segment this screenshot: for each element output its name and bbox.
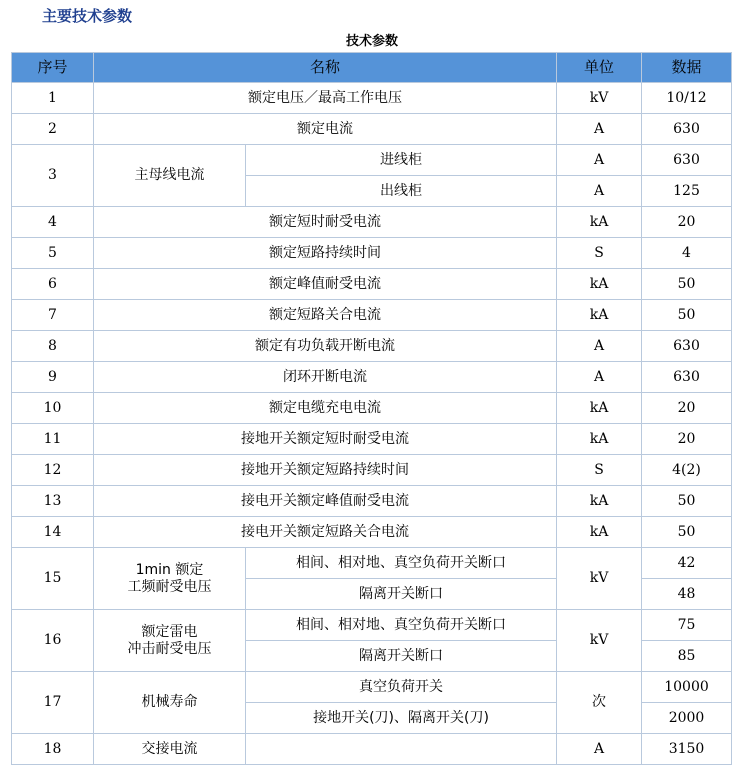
row-subname: 相间、相对地、真空负荷开关断口 — [246, 548, 557, 579]
row-value: 50 — [642, 486, 732, 517]
row-index: 15 — [12, 548, 94, 610]
table-row — [12, 455, 732, 486]
row-unit: kA — [557, 486, 642, 517]
row-value: 630 — [642, 114, 732, 145]
row-name: 接地开关额定短时耐受电流 — [94, 424, 557, 455]
row-subname: 进线柜 — [246, 145, 557, 176]
row-value: 3150 — [642, 734, 732, 765]
table-row — [12, 548, 732, 579]
row-index: 14 — [12, 517, 94, 548]
row-index: 7 — [12, 300, 94, 331]
row-value: 48 — [642, 579, 732, 610]
row-index: 12 — [12, 455, 94, 486]
row-value: 20 — [642, 207, 732, 238]
table-row — [12, 300, 732, 331]
table-row — [12, 83, 732, 114]
row-name: 额定峰值耐受电流 — [94, 269, 557, 300]
table-row — [12, 672, 732, 703]
row-value: 50 — [642, 517, 732, 548]
row-subname: 隔离开关断口 — [246, 579, 557, 610]
row-name-line: 额定雷电 — [141, 623, 198, 640]
row-unit: kA — [557, 300, 642, 331]
row-index: 4 — [12, 207, 94, 238]
row-unit: S — [557, 238, 642, 269]
row-unit: kA — [557, 393, 642, 424]
table-row — [12, 269, 732, 300]
section-title: 主要技术参数 — [42, 7, 133, 25]
row-index: 11 — [12, 424, 94, 455]
row-index: 17 — [12, 672, 94, 734]
header-name: 名称 — [94, 53, 557, 83]
table-row — [12, 238, 732, 269]
table-row — [12, 486, 732, 517]
row-subname: 真空负荷开关 — [246, 672, 557, 703]
row-index: 6 — [12, 269, 94, 300]
row-subname: 出线柜 — [246, 176, 557, 207]
row-value: 10000 — [642, 672, 732, 703]
row-unit: 次 — [557, 672, 642, 734]
table-row — [12, 393, 732, 424]
row-name-line: 冲击耐受电压 — [127, 640, 212, 657]
table-row — [12, 734, 732, 765]
row-index: 2 — [12, 114, 94, 145]
row-value: 4 — [642, 238, 732, 269]
row-name — [94, 548, 246, 610]
table-row — [12, 517, 732, 548]
row-name: 额定短时耐受电流 — [94, 207, 557, 238]
table-row — [12, 331, 732, 362]
row-subname: 隔离开关断口 — [246, 641, 557, 672]
row-value: 50 — [642, 300, 732, 331]
row-name: 接地开关额定短路持续时间 — [94, 455, 557, 486]
row-name: 额定短路持续时间 — [94, 238, 557, 269]
row-index: 16 — [12, 610, 94, 672]
row-value: 630 — [642, 145, 732, 176]
row-value: 630 — [642, 362, 732, 393]
row-unit: kA — [557, 517, 642, 548]
row-index: 10 — [12, 393, 94, 424]
row-index: 3 — [12, 145, 94, 207]
row-name: 接电开关额定峰值耐受电流 — [94, 486, 557, 517]
row-value: 125 — [642, 176, 732, 207]
row-unit: A — [557, 362, 642, 393]
row-name: 额定电缆充电电流 — [94, 393, 557, 424]
row-subname: 接地开关(刀)、隔离开关(刀) — [246, 703, 557, 734]
row-index: 18 — [12, 734, 94, 765]
row-unit: kV — [557, 610, 642, 672]
row-name-line: 工频耐受电压 — [127, 578, 212, 595]
table-row — [12, 145, 732, 176]
row-name-line: 1min 额定 — [135, 561, 204, 578]
table-row — [12, 610, 732, 641]
row-unit: A — [557, 176, 642, 207]
row-name: 交接电流 — [94, 734, 246, 765]
row-unit: A — [557, 145, 642, 176]
row-subname: 相间、相对地、真空负荷开关断口 — [246, 610, 557, 641]
row-name: 主母线电流 — [94, 145, 246, 207]
row-value: 4(2) — [642, 455, 732, 486]
table-row — [12, 114, 732, 145]
spec-table — [11, 52, 732, 765]
row-subname — [246, 734, 557, 765]
table-row — [12, 207, 732, 238]
row-unit: A — [557, 734, 642, 765]
row-value: 20 — [642, 424, 732, 455]
row-name: 额定电流 — [94, 114, 557, 145]
row-unit: kV — [557, 548, 642, 610]
row-index: 8 — [12, 331, 94, 362]
row-unit: A — [557, 114, 642, 145]
row-name: 闭环开断电流 — [94, 362, 557, 393]
row-name: 机械寿命 — [94, 672, 246, 734]
row-value: 42 — [642, 548, 732, 579]
row-name: 额定短路关合电流 — [94, 300, 557, 331]
row-unit: kA — [557, 269, 642, 300]
row-value: 630 — [642, 331, 732, 362]
table-row — [12, 424, 732, 455]
row-value: 20 — [642, 393, 732, 424]
row-value: 2000 — [642, 703, 732, 734]
row-name: 额定电压／最高工作电压 — [94, 83, 557, 114]
row-name: 额定有功负载开断电流 — [94, 331, 557, 362]
row-unit: kA — [557, 207, 642, 238]
row-name: 接电开关额定短路关合电流 — [94, 517, 557, 548]
row-value: 75 — [642, 610, 732, 641]
row-unit: kV — [557, 83, 642, 114]
row-unit: A — [557, 331, 642, 362]
row-value: 85 — [642, 641, 732, 672]
row-index: 5 — [12, 238, 94, 269]
row-index: 1 — [12, 83, 94, 114]
table-caption: 技术参数 — [345, 34, 398, 49]
row-unit: kA — [557, 424, 642, 455]
table-row — [12, 362, 732, 393]
row-unit: S — [557, 455, 642, 486]
row-name — [94, 610, 246, 672]
header-unit: 单位 — [557, 53, 642, 83]
table-header-row — [12, 53, 732, 83]
header-index: 序号 — [12, 53, 94, 83]
row-index: 13 — [12, 486, 94, 517]
row-index: 9 — [12, 362, 94, 393]
row-value: 10/12 — [642, 83, 732, 114]
row-value: 50 — [642, 269, 732, 300]
header-value: 数据 — [642, 53, 732, 83]
